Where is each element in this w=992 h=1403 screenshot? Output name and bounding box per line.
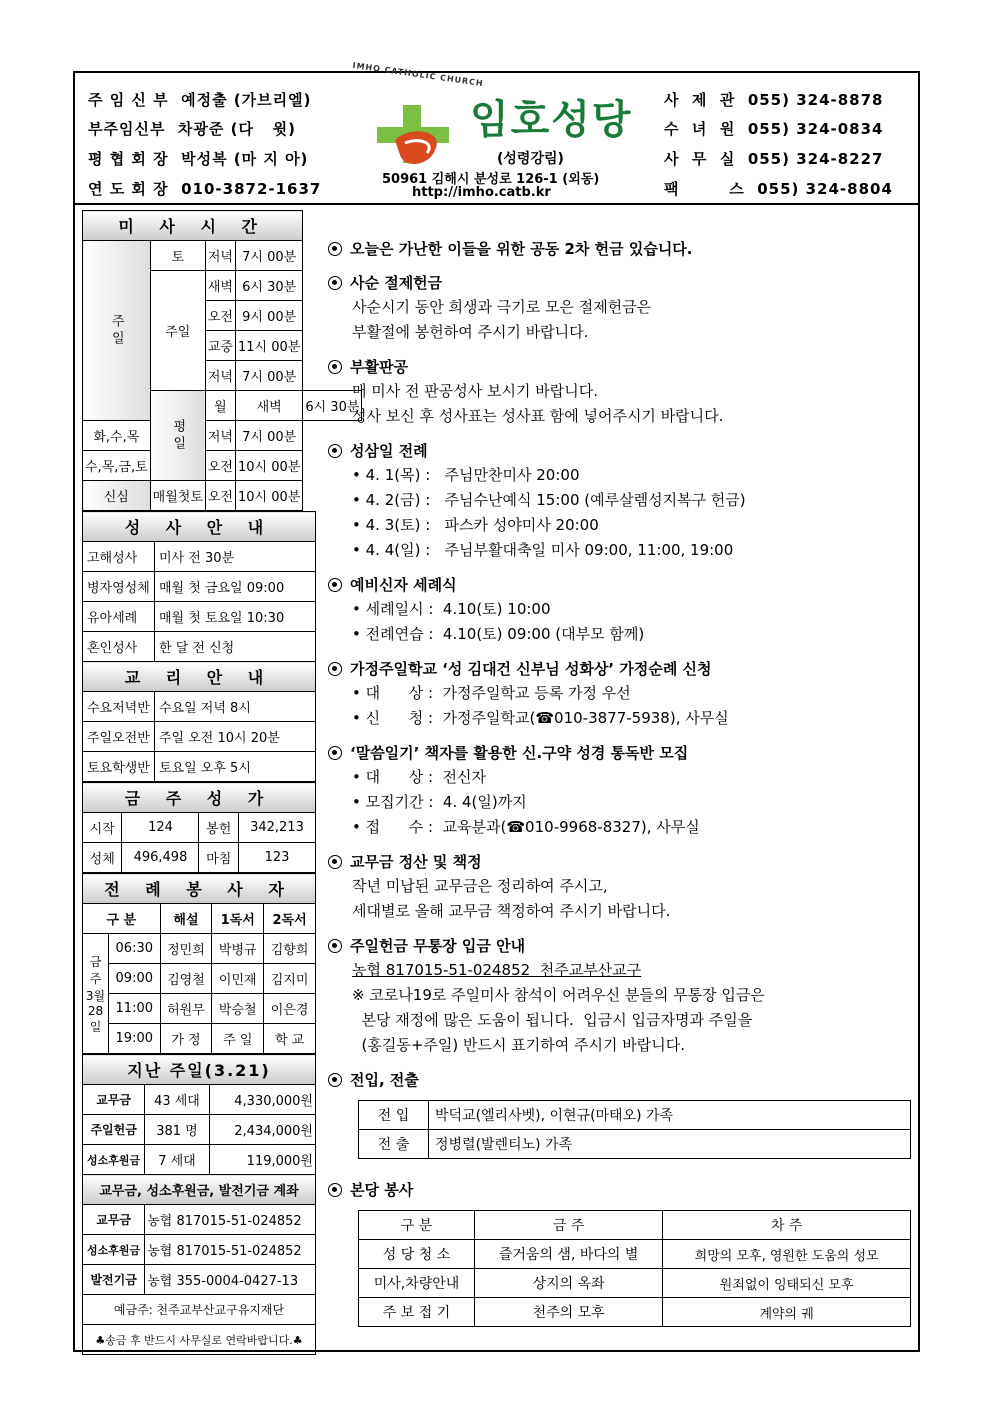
notice-title: 전입, 전출 bbox=[328, 1067, 913, 1092]
row-value: 주일 오전 10시 20분 bbox=[155, 722, 316, 752]
row-label: 주일헌금 bbox=[83, 1115, 145, 1145]
server-name: 이민재 bbox=[212, 964, 264, 994]
hymn-label: 봉헌 bbox=[199, 813, 238, 843]
time-type: 오전 bbox=[205, 301, 235, 331]
notice-line: 작년 미납된 교무금은 정리하여 주시고, bbox=[352, 877, 608, 895]
time-value: 10시 00분 bbox=[236, 451, 303, 481]
row-value: 토요일 오후 5시 bbox=[155, 752, 316, 782]
time-value: 7시 00분 bbox=[236, 361, 303, 391]
header-right-2: 수 녀 원 055) 324-0834 bbox=[664, 120, 884, 138]
bullet-icon bbox=[328, 360, 342, 374]
bullet-icon bbox=[328, 746, 342, 760]
notice-title: 부활판공 bbox=[328, 354, 913, 379]
header-right-1: 사 제 관 055) 324-8878 bbox=[664, 91, 884, 109]
duty-cell: 상지의 옥좌 bbox=[475, 1269, 663, 1298]
notice-title: ‘말씀일기’ 책자를 활용한 신.구약 성경 통독반 모집 bbox=[328, 740, 913, 765]
server-name: 가 정 bbox=[160, 1024, 212, 1054]
duty-table bbox=[358, 1210, 911, 1327]
account-number: 농협 817015-51-024852 bbox=[145, 1235, 316, 1265]
notice-4 bbox=[328, 572, 913, 656]
notice-title: 가정주일학교 ‘성 김대건 신부님 성화상’ 가정순례 신청 bbox=[328, 656, 913, 681]
notice-line: 사순시기 동안 희생과 극기로 모은 절제헌금은 bbox=[352, 298, 652, 316]
time-type: 오전 bbox=[205, 481, 235, 511]
row-value: 매월 첫 토요일 10:30 bbox=[155, 602, 316, 632]
catechism-title: 교 리 안 내 bbox=[83, 662, 316, 692]
row-value: 한 달 전 신청 bbox=[155, 632, 316, 662]
header-right-3: 사 무 실 055) 324-8227 bbox=[664, 150, 884, 168]
notice-line: 부활절에 봉헌하여 주시기 바랍니다. bbox=[352, 323, 589, 341]
row-label: 병자영성체 bbox=[83, 572, 155, 602]
hymn-number: 342,213 bbox=[238, 813, 315, 843]
church-url[interactable]: http://imho.catb.kr bbox=[412, 185, 551, 200]
church-logo-icon bbox=[375, 95, 465, 175]
bullet-icon bbox=[328, 1183, 342, 1197]
server-table bbox=[82, 873, 316, 1054]
time-type: 저녁 bbox=[205, 421, 235, 451]
notice-line: • 모집기간 : 4. 4(일)까지 bbox=[352, 793, 527, 811]
duty-cell: 주 보 접 기 bbox=[359, 1298, 475, 1327]
notice-5 bbox=[328, 656, 913, 740]
account-number: 농협 817015-51-024852 bbox=[145, 1205, 316, 1235]
move-label: 전 출 bbox=[359, 1130, 429, 1159]
duty-cell: 천주의 모후 bbox=[475, 1298, 663, 1327]
server-name: 박승철 bbox=[212, 994, 264, 1024]
row-amount: 2,434,000원 bbox=[209, 1115, 315, 1145]
duty-cell: 미사,차량안내 bbox=[359, 1269, 475, 1298]
sun-label: 주일 bbox=[150, 271, 205, 391]
bullet-icon bbox=[328, 939, 342, 953]
row-label: 고해성사 bbox=[83, 542, 155, 572]
account-note: ♣송금 후 반드시 사무실로 연락바랍니다.♣ bbox=[83, 1325, 316, 1355]
bullet-icon bbox=[328, 662, 342, 676]
bullet-icon bbox=[328, 444, 342, 458]
row-count: 7 세대 bbox=[145, 1145, 209, 1175]
col-header: 해설 bbox=[160, 904, 212, 934]
sacrament-title: 성 사 안 내 bbox=[83, 512, 316, 542]
bullet-icon bbox=[328, 855, 342, 869]
notice-title: 성삼일 전례 bbox=[328, 438, 913, 463]
hymn-label: 마침 bbox=[199, 843, 238, 873]
time-type: 새벽 bbox=[205, 271, 235, 301]
account-line: 농협 817015-51-024852 천주교부산교구 bbox=[352, 961, 642, 979]
last-week-table bbox=[82, 1054, 316, 1355]
day-label: 화,수,목 bbox=[83, 421, 151, 451]
row-label: 토요학생반 bbox=[83, 752, 155, 782]
notice-line: • 대 상 : 전신자 bbox=[352, 768, 487, 786]
account-title: 교무금, 성소후원금, 발전기금 계좌 bbox=[83, 1175, 316, 1205]
notice-8 bbox=[328, 933, 913, 1067]
header-right-4: 팩 스 055) 324-8804 bbox=[664, 180, 893, 198]
notice-line: 매 미사 전 판공성사 보시기 바랍니다. bbox=[352, 382, 598, 400]
duty-col-header: 구 분 bbox=[359, 1211, 475, 1240]
row-amount: 119,000원 bbox=[209, 1145, 315, 1175]
duty-col-header: 차 주 bbox=[663, 1211, 911, 1240]
notices bbox=[328, 236, 913, 1327]
server-name: 김영철 bbox=[160, 964, 212, 994]
server-title: 전 례 봉 사 자 bbox=[83, 874, 316, 904]
church-feast: (성령강림) bbox=[497, 151, 564, 167]
notice-title: 사순 절제헌금 bbox=[328, 270, 913, 295]
mass-title: 미 사 시 간 bbox=[83, 211, 303, 241]
server-name: 김향희 bbox=[264, 934, 316, 964]
row-label: 발전기금 bbox=[83, 1265, 145, 1295]
hymn-label: 성체 bbox=[83, 843, 122, 873]
notice-line: • 신 청 : 가정주일학교(☎010-3877-5938), 사무실 bbox=[352, 709, 729, 727]
move-value: 정병렬(발렌티노) 가족 bbox=[429, 1130, 911, 1159]
move-table bbox=[358, 1100, 911, 1159]
notice-line: • 4. 4(일) : 주님부활대축일 미사 09:00, 11:00, 19:00 bbox=[352, 541, 734, 559]
server-date: 금주 3월 28일 bbox=[83, 934, 109, 1054]
notice-title: 오늘은 가난한 이들을 위한 공동 2차 헌금 있습니다. bbox=[328, 236, 913, 261]
notice-7 bbox=[328, 849, 913, 933]
server-name: 박병규 bbox=[212, 934, 264, 964]
sat-label: 토 bbox=[150, 241, 205, 271]
notice-line: 본당 재정에 많은 도움이 됩니다. 입금시 입금자명과 주일을 bbox=[352, 1011, 753, 1029]
day-label: 월 bbox=[205, 391, 235, 421]
duty-cell: 원죄없이 잉태되신 모후 bbox=[663, 1269, 911, 1298]
weekday-group: 평일 bbox=[150, 391, 205, 481]
server-name: 김지미 bbox=[264, 964, 316, 994]
time-value: 11시 00분 bbox=[236, 331, 303, 361]
duty-cell: 계약의 궤 bbox=[663, 1298, 911, 1327]
move-value: 박덕교(엘리사벳), 이현규(마태오) 가족 bbox=[429, 1101, 911, 1130]
notice-1 bbox=[328, 270, 913, 354]
bullet-icon bbox=[328, 1073, 342, 1087]
row-amount: 4,330,000원 bbox=[209, 1085, 315, 1115]
move-label: 전 입 bbox=[359, 1101, 429, 1130]
duty-cell: 희망의 모후, 영원한 도움의 성모 bbox=[663, 1240, 911, 1269]
row-value: 매월 첫 금요일 09:00 bbox=[155, 572, 316, 602]
time-value: 6시 30분 bbox=[236, 271, 303, 301]
notice-line: • 대 상 : 가정주일학교 등록 가정 우선 bbox=[352, 684, 631, 702]
row-count: 43 세대 bbox=[145, 1085, 209, 1115]
notice-title: 본당 봉사 bbox=[328, 1177, 913, 1202]
notice-line: 세대별로 올해 교무금 책정하여 주시기 바랍니다. bbox=[352, 902, 671, 920]
time-type: 새벽 bbox=[236, 391, 303, 421]
server-name: 주 일 bbox=[212, 1024, 264, 1054]
hymn-number: 124 bbox=[122, 813, 199, 843]
hymn-title: 금 주 성 가 bbox=[83, 783, 316, 813]
row-label: 교무금 bbox=[83, 1085, 145, 1115]
time-type: 오전 bbox=[205, 451, 235, 481]
notice-line: • 4. 3(토) : 파스카 성야미사 20:00 bbox=[352, 516, 599, 534]
server-name: 허원무 bbox=[160, 994, 212, 1024]
devotion-label: 신심 bbox=[83, 481, 151, 511]
mass-table bbox=[82, 210, 362, 511]
time-value: 10시 00분 bbox=[236, 481, 303, 511]
col-header: 1독서 bbox=[212, 904, 264, 934]
time-value: 6시 30분 bbox=[303, 391, 362, 421]
row-label: 혼인성사 bbox=[83, 632, 155, 662]
notice-line: ※ 코로나19로 주일미사 참석이 어려우신 분들의 무통장 입금은 bbox=[352, 986, 765, 1004]
day-label: 수,목,금,토 bbox=[83, 451, 151, 481]
row-label: 유아세례 bbox=[83, 602, 155, 632]
notice-line: • 4. 1(목) : 주님만찬미사 20:00 bbox=[352, 466, 580, 484]
server-name: 학 교 bbox=[264, 1024, 316, 1054]
row-value: 수요일 저녁 8시 bbox=[155, 692, 316, 722]
church-address: 50961 김해시 분성로 126-1 (외동) bbox=[382, 172, 600, 187]
notice-title: 교무금 정산 및 책정 bbox=[328, 849, 913, 874]
time-value: 7시 00분 bbox=[236, 421, 303, 451]
header-left-2: 부주임신부 차광준 (다 윗) bbox=[88, 120, 296, 138]
notice-2 bbox=[328, 354, 913, 438]
time-value: 9시 00분 bbox=[236, 301, 303, 331]
notice-line: 성사 보신 후 성사표는 성사표 함에 넣어주시기 바랍니다. bbox=[352, 407, 724, 425]
logo-arc-text: IMHO CATHOLIC CHURCH bbox=[352, 60, 485, 89]
notice-line: • 세례일시 : 4.10(토) 10:00 bbox=[352, 600, 551, 618]
move-section bbox=[328, 1067, 913, 1327]
mass-time: 19:00 bbox=[109, 1024, 161, 1054]
header-left-4: 연 도 회 장 010-3872-1637 bbox=[88, 180, 322, 198]
bullet-icon bbox=[328, 578, 342, 592]
notice-title: 예비신자 세례식 bbox=[328, 572, 913, 597]
sidebar bbox=[82, 210, 360, 1355]
time-type: 교중 bbox=[205, 331, 235, 361]
mass-time: 11:00 bbox=[109, 994, 161, 1024]
bullet-icon bbox=[328, 242, 342, 256]
server-name: 이은경 bbox=[264, 994, 316, 1024]
time-type: 저녁 bbox=[205, 241, 235, 271]
notice-line: • 4. 2(금) : 주님수난예식 15:00 (예루살렘성지복구 헌금) bbox=[352, 491, 746, 509]
last-week-title: 지난 주일(3.21) bbox=[83, 1055, 316, 1085]
header-left-1: 주 임 신 부 예정출 (가브리엘) bbox=[88, 91, 312, 109]
time-type: 저녁 bbox=[205, 361, 235, 391]
row-count: 381 명 bbox=[145, 1115, 209, 1145]
notice-line: (홍길동+주일) 반드시 표기하여 주시기 바랍니다. bbox=[352, 1036, 685, 1054]
header-left-3: 평 협 회 장 박성복 (마 지 아) bbox=[88, 150, 309, 168]
row-value: 미사 전 30분 bbox=[155, 542, 316, 572]
server-name: 정민희 bbox=[160, 934, 212, 964]
row-label: 수요저녁반 bbox=[83, 692, 155, 722]
row-label: 성소후원금 bbox=[83, 1145, 145, 1175]
sacrament-table bbox=[82, 511, 316, 782]
sunday-group: 주일 bbox=[83, 241, 151, 421]
mass-time: 06:30 bbox=[109, 934, 161, 964]
row-label: 성소후원금 bbox=[83, 1235, 145, 1265]
account-owner: 예금주: 천주교부산교구유지재단 bbox=[83, 1295, 316, 1325]
hymn-table bbox=[82, 782, 316, 873]
notice-line: • 전례연습 : 4.10(토) 09:00 (대부모 함께) bbox=[352, 625, 645, 643]
hymn-number: 496,498 bbox=[122, 843, 199, 873]
duty-cell: 즐거움의 샘, 바다의 별 bbox=[475, 1240, 663, 1269]
notice-3 bbox=[328, 438, 913, 572]
bullet-icon bbox=[328, 276, 342, 290]
col-header: 2독서 bbox=[264, 904, 316, 934]
church-name: 임호성당 bbox=[470, 97, 633, 143]
duty-col-header: 금 주 bbox=[475, 1211, 663, 1240]
notice-line: • 접 수 : 교육분과(☎010-9968-8327), 사무실 bbox=[352, 818, 700, 836]
notice-6 bbox=[328, 740, 913, 849]
notice-0 bbox=[328, 236, 913, 270]
mass-time: 09:00 bbox=[109, 964, 161, 994]
row-label: 주일오전반 bbox=[83, 722, 155, 752]
row-label: 교무금 bbox=[83, 1205, 145, 1235]
duty-cell: 성 당 청 소 bbox=[359, 1240, 475, 1269]
time-value: 7시 00분 bbox=[236, 241, 303, 271]
col-header: 구 분 bbox=[83, 904, 161, 934]
notice-title: 주일헌금 무통장 입금 안내 bbox=[328, 933, 913, 958]
day-label: 매월첫토 bbox=[150, 481, 205, 511]
hymn-label: 시작 bbox=[83, 813, 122, 843]
hymn-number: 123 bbox=[238, 843, 315, 873]
account-number: 농협 355-0004-0427-13 bbox=[145, 1265, 316, 1295]
